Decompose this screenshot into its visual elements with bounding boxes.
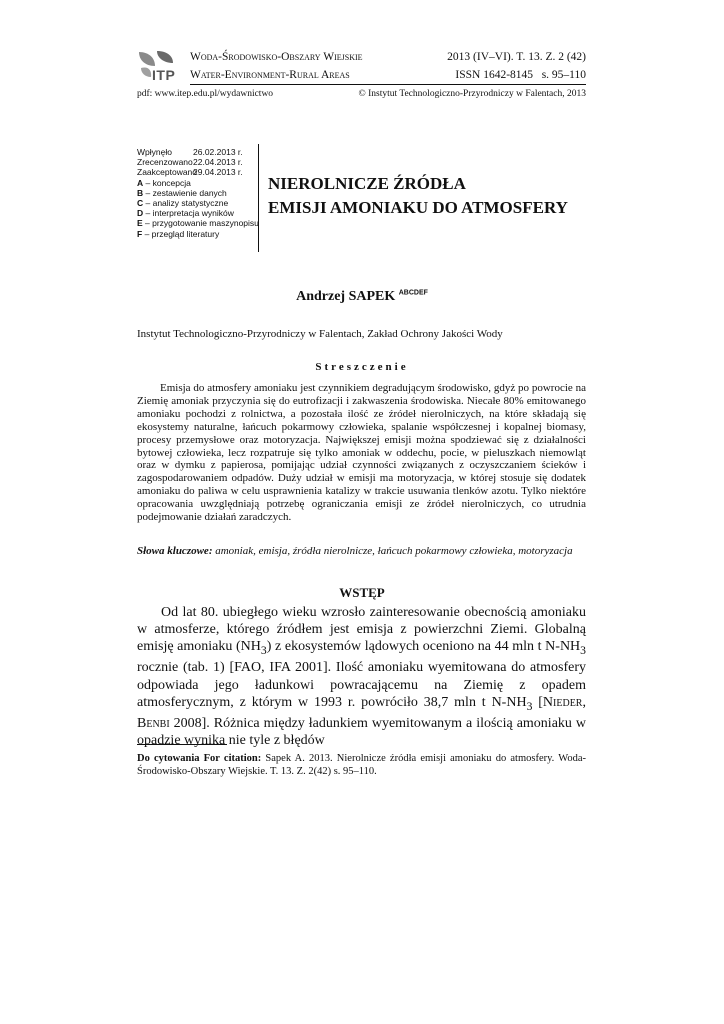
author-roles: ABCDEF (398, 289, 428, 297)
contribution-e: E – przygotowanie maszynopisu (137, 218, 259, 229)
metadata-divider (258, 144, 259, 252)
date-received: Wpłynęło 26.02.2013 r. (137, 147, 243, 157)
author: Andrzej SAPEK $^{ABCDEF}$ (296, 289, 428, 304)
journal-issue: 2013 (IV–VI). T. 13. Z. 2 (42) (447, 51, 586, 63)
date-reviewed: Zrecenzowano 22.04.2013 r. (137, 157, 243, 168)
contribution-d: D – interpretacja wyników (137, 208, 234, 219)
journal-name-en: Water-Environment-Rural Areas (190, 69, 350, 81)
contribution-f: F – przegląd literatury (137, 228, 220, 239)
abstract-body: Emisja do atmosfery amoniaku jest czynnikiem degradującym środowisko, gdyż po powrocie na Ziemię amoniak przyczynia się do eutrofizacji i zakwaszenia środowiska. Niecałe 80% emitowanego amoniaku pochodzi z rolnictwa, a pozostała ilość ze źródeł nierolniczych, na które składają się ekosystemy naturalne, łańcuch pokarmowy człowieka, spalanie współczesnej i kopalnej biomasy, procesy przemysłowe oraz motoryzacja. Największej emisji można spodziewać się z działalności bytowej człowieka, lecz rozpatruje się tylko amoniak w oddechu, pocie, w pieluszkach niemowląt oraz w dymku z papierosa, pomijając udział czynności związanych z oczyszczaniem ścieków i zagospodarowaniem odpadów. Duży udział w emisji ma motoryzacja, w której stosuje się dodatek amoniaku do paliwa w celu usprawnienia katalizy w trakcie usuwania tlenków azotu. Tylko niektóre opracowania uwzględniają potrzebę ograniczania emisji ze źródeł nierolniczych, co utrudnia podejmowanie działań zaradczych. (137, 382, 586, 524)
keywords: Słowa kluczowe: amoniak, emisja, źródła nierolnicze, łańcuch pokarmowy człowieka, motoryzacja (137, 545, 573, 557)
contribution-c: C – analizy statystyczne (137, 198, 229, 209)
affiliation: Instytut Technologiczno-Przyrodniczy w Falentach, Zakład Ochrony Jakości Wody (137, 328, 503, 340)
issn: ISSN 1642-8145 (455, 69, 534, 81)
pdf-link[interactable]: pdf: www.itep.edu.pl/wydawnictwo (137, 89, 274, 99)
article-metadata (137, 147, 261, 239)
citation-footnote: Do cytowania For citation: Sapek A. 2013. Nierolnicze źródła emisji amoniaku do atmosfery. Woda-Środowisko-Obszary Wiejskie. T. 13. Z. 2(42) s. 95–110. (137, 753, 586, 777)
contribution-b: B – zestawienie danych (137, 187, 227, 198)
itp-logo-text: ITP (152, 67, 176, 83)
footnote-rule (137, 744, 227, 745)
journal-name-pl: Woda-Środowisko-Obszary Wiejskie (190, 51, 363, 63)
intro-paragraph: Od lat 80. ubiegłego wieku wzrosło zainteresowanie obecnością amoniaku w atmosferze, którego źródłem jest emisja z powierzchni Ziemi. Globalną emisję amoniaku $(NH_3)$ z ekosystemów lądowych oceniono na 44 mln t $N-NH_3$ rocznie (tab. 1) [FAO, IFA 2001]. Ilość amoniaku wyemitowana do atmosfery odpowiada jego ładunkowi powracającemu na Ziemię z opadem atmosferycznym, z którym w 1993 r. powróciło 38,7 mln t $N-NH_3$ [Nieder, Benbi 2008]. Różnica między ładunkiem wyemitowanym a ilością amoniaku w opadzie wynika nie tyle z błędów (137, 605, 586, 749)
copyright: © Instytut Technologiczno-Przyrodniczy w Falentach, 2013 (358, 89, 586, 99)
date-accepted: Zaakceptowano 29.04.2013 r. (137, 167, 243, 178)
header-rule (190, 84, 586, 85)
article-title: NIEROLNICZE ŹRÓDŁA EMISJI AMONIAKU DO ATMOSFERY (268, 174, 568, 217)
section-heading: WSTĘP (339, 585, 385, 600)
citation-authors: Nieder, Benbi (137, 694, 586, 731)
abstract-heading: Streszczenie (315, 361, 409, 373)
page-range: s. 95–110 (541, 69, 586, 81)
contribution-a: A – koncepcja (137, 177, 191, 188)
issn-pages (455, 69, 586, 81)
